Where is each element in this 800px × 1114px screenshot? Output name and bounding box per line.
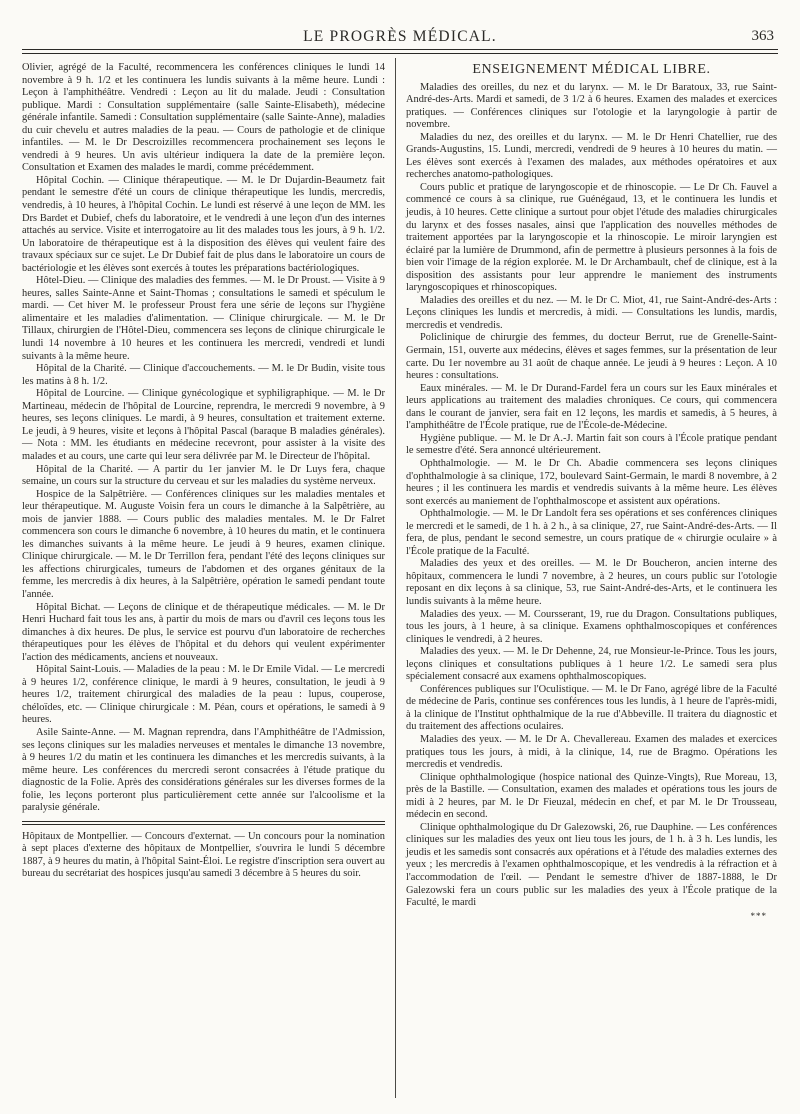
left-paragraph: Hôpital de Lourcine. — Clinique gynécologique et syphiligraphique. — M. le Dr Martineau, médecin de l'hôpital de Lourcine, reprendra, le mercredi 9 novembre, à 9 heures, ses leçons cliniques. Le mardi, à 9 heures, consultation et traitement externe. Le jeudi, à 9 heures, visite et leçons à l'hôpital Pascal (baraque B maladies générales). — Nota : MM. les étudiants en médecine recevront, pour assister à la visite des malades et au cours, une carte qui leur sera délivrée par M. le Directeur de l'hôpital. bbox=[22, 388, 385, 462]
end-mark: *** bbox=[750, 910, 767, 921]
right-paragraph: Maladies des yeux. — M. le Dr A. Chevallereau. Examen des malades et exercices pratiques tous les jours, à midi, à la clinique, 14, rue de Bragmo. Opérations les mercredis et vendredis. bbox=[406, 733, 777, 771]
running-title: LE PROGRÈS MÉDICAL. bbox=[303, 28, 497, 45]
left-paragraph: Asile Sainte-Anne. — M. Magnan reprendra, dans l'Amphithéâtre de l'Admission, ses leçons cliniques sur les maladies nerveuses et mentales le dimanche 13 novembre, à 9 heures 1/2 du matin et les continuera les dimanches et les mercredis suivants, à la même heure. Les conférences du mercredi seront consacrées à l'étude pratique du diagnostic de la Folie. Après des considérations générales sur les diverses formes de la folie, les leçons porteront plus particulièrement cette année sur l'alcoolisme et la paralysie générale. bbox=[22, 726, 385, 814]
column-divider bbox=[395, 58, 396, 1098]
left-paragraph: Hôtel-Dieu. — Clinique des maladies des femmes. — M. le Dr Proust. — Visite à 9 heures, salles Sainte-Anne et Saint-Thomas ; consultations le samedi et spéculum le mardi. — Cet hiver M. le professeur Proust fera une série de leçons sur l'hygiène alimentaire et les maladies d'alimentation. — Clinique chirurgicale. — M. le Dr Tillaux, chirurgien de l'Hôtel-Dieu, commencera ses leçons de clinique chirurgicale le lundi 14 novembre à 10 heures et les continuera les mercredi, vendredi et lundi suivants à la même heure. bbox=[22, 275, 385, 362]
right-paragraph: Policlinique de chirurgie des femmes, du docteur Berrut, rue de Grenelle-Saint-Germain, 151, ouverte aux médecins, élèves et sages femmes, sur la présentation de leur carte. Du 1er novembre au 31 août de chaque année. Le jeudi à 9 heures : Leçon. A 10 heures : consultations. bbox=[406, 332, 777, 382]
left-paragraph: Hôpital Saint-Louis. — Maladies de la peau : M. le Dr Emile Vidal. — Le mercredi à 9 heures 1/2, conférence clinique, le mardi à 9 heures, consultation, le jeudi à 9 heures 1/2, traitement chirurgical des maladies de la peau : lupus, couperose, chéloïdes, etc. — Clinique chirurgicale : M. Péan, cours et opérations, le samedi à 9 heures. bbox=[22, 664, 385, 726]
right-paragraph: Maladies du nez, des oreilles et du larynx. — M. le Dr Henri Chatellier, rue des Grands-Augustins, 15. Lundi, mercredi, vendredi de 9 heures à 10 heures du matin. — Les élèves sont exercés à l'examen des malades, aux méthodes opératoires et aux recherches anatomo-pathologiques. bbox=[406, 131, 777, 181]
right-paragraph: Clinique ophthalmologique (hospice national des Quinze-Vingts), Rue Moreau, 13, près de la Bastille. — Consultation, examen des malades et opérations tous les jours de midi à 2 heures, par M. le Dr Fieuzal, médecin en chef, et par M. le Dr Trousseau, médecin en second. bbox=[406, 771, 777, 821]
right-paragraph: Maladies des oreilles et du nez. — M. le Dr C. Miot, 41, rue Saint-André-des-Arts : Leçons cliniques les lundis et mercredis, à midi. — Consultations les lundis, mardis, mercredis et vendredis. bbox=[406, 294, 777, 331]
header-rule-thin bbox=[22, 53, 778, 54]
left-paragraph: Hospice de la Salpêtrière. — Conférences cliniques sur les maladies mentales et leur thérapeutique. M. Auguste Voisin fera un cours le dimanche à la Salpêtrière, au mois de janvier 1888. — Cours public des maladies mentales. M. le Dr Falret commencera son cours le dimanche 6 novembre, à 10 heures du matin, et le continuera les dimanches suivants à la même heure. Le jeudi à 9 heures, examen clinique. Clinique chirurgicale. — M. le Dr Terrillon fera, pendant l'été des leçons cliniques sur les affections chirurgicales, tumeurs de l'abdomen et des organes génitaux de la femme, les mercredis à dix heures, à la Salpêtrière, opération le samedi pendant toute l'année. bbox=[22, 488, 385, 600]
right-paragraph: Maladies des oreilles, du nez et du larynx. — M. le Dr Baratoux, 33, rue Saint-André-des-Arts. Mardi et samedi, de 3 1/2 à 6 heures. Examen des malades et exercices pratiques. — Conférences cliniques sur l'otologie et la laryngologie à partir de novembre. bbox=[406, 81, 777, 131]
right-paragraph: Cours public et pratique de laryngoscopie et de rhinoscopie. — Le Dr Ch. Fauvel a commencé ce cours à sa clinique, rue Guénégaud, 13, et le continuera les lundis et jeudis, à 10 heures. Cette clinique a surtout pour objet l'étude des maladies chirurgicales du larynx et des fosses nasales, ainsi que l'application des nouvelles méthodes de traitement apportées par la laryngoscopie et la rhinoscopie. Le miroir laryngien est éclairé par la lumière de Drummond, afin de permettre à plusieurs personnes à la fois de bien voir l'image de la région explorée. M. le Dr Archambault, chef de clinique, est à la disposition des assistants pour leur apprendre le maniement des instruments laryngoscopiques et rhinoscopiques. bbox=[406, 181, 777, 294]
left-paragraph: Hôpital Bichat. — Leçons de clinique et de thérapeutique médicales. — M. le Dr Henri Huchard fait tous les ans, à partir du mois de mars ou d'avril ces leçons tous les dimanches à dix heures. De plus, le service est pourvu d'un laboratoire de recherches thérapeutiques pour les élèves de l'hôpital et du dehors qui veulent expérimenter l'action des médicaments, anciens et nouveaux. bbox=[22, 601, 385, 663]
montpellier-notice: Hôpitaux de Montpellier. — Concours d'externat. — Un concours pour la nomination à sept places d'externe des hôpitaux de Montpellier, s'ouvrira le lundi 5 décembre 1887, à 9 heures du matin, à l'hôpital Saint-Éloi. Le registre d'inscription sera ouvert au bureau du secrétariat des hospices jusqu'au samedi 3 décembre à 5 heures du soir. bbox=[22, 830, 385, 880]
left-paragraph: Hôpital de la Charité. — A partir du 1er janvier M. le Dr Luys fera, chaque semaine, un cours sur la structure du cerveau et sur les maladies du système nerveux. bbox=[22, 463, 385, 488]
page-header bbox=[22, 28, 778, 50]
left-paragraph: Olivier, agrégé de la Faculté, recommencera les conférences cliniques le lundi 14 novembre à 9 h. 1/2 et les continuera les lundis suivants à la même heure. Lundi : Leçon à l'amphithéâtre. Vendredi : Leçon au lit du malade. Jeudi : Consultation publique. Mardi : Consultation supplémentaire (salle Sainte-Elisabeth), médecine générale infantile. Samedi : Consultation supplémentaire (salle Sainte-Anne), maladies du cuir chevelu et autres maladies de la peau. — Cours de pathologie et de clinique infantiles. — M. le Dr Descroizilles recommencera prochainement ses leçons le vendredi à 9 heures. Un avis ultérieur indiquera la date de la première leçon. Consultation et Examen des malades le mardi, comme précédemment. bbox=[22, 62, 385, 174]
right-column-paragraphs bbox=[406, 82, 777, 910]
left-paragraph: Hôpital Cochin. — Clinique thérapeutique. — M. le Dr Dujardin-Beaumetz fait pendant le semestre d'été un cours de clinique thérapeutique les lundis, mercredis, vendredis, à 10 heures, à l'hôpital Cochin. Le lundi est réservé à une leçon de MM. les Drs Bardet et Dubief, chefs du laboratoire, et le vendredi à une leçon d'un des internes attachés au service. Visite et interrogatoire au lit des malades tous les jours, à 9 h. 1/2. Un laboratoire de thérapeutique est à la disposition des élèves qui veulent faire des travaux spéciaux sur ce sujet. Le Dr Dubief fait de plus dans le laboratoire un cours de bactériologie et les élèves sont exercés à toutes les préparations bactériologiques. bbox=[22, 174, 385, 274]
right-paragraph: Clinique ophthalmologique du Dr Galezowski, 26, rue Dauphine. — Les conférences cliniques sur les maladies des yeux ont lieu tous les jours, de 1 h. à 3 h. Les lundis, les jeudis et les samedis sont consacrés aux opérations et à l'étude des maladies externes des yeux ; les mercredis à l'examen ophthalmoscopique, et les vendredis à la réfraction et à l'accommodation de l'œil. — Pendant le semestre d'hiver de 1887-1888, le Dr Galezowski fera un cours public sur les maladies des yeux à l'École pratique de la Faculté, le mardi bbox=[406, 821, 777, 909]
page-number: 363 bbox=[751, 28, 774, 44]
right-paragraph: Eaux minérales. — M. le Dr Durand-Fardel fera un cours sur les Eaux minérales et leurs applications au traitement des maladies chroniques. Ce cours, qui commencera dans le courant de janvier, sera fait en 12 leçons, les mardis et samedis, à 5 heures, à l'amphithéâtre de l'École pratique, rue de l'École-de-Médecine. bbox=[406, 382, 777, 432]
right-paragraph: Hygiène publique. — M. le Dr A.-J. Martin fait son cours à l'École pratique pendant le semestre d'été. Sera annoncé ultérieurement. bbox=[406, 432, 777, 457]
right-paragraph: Maladies des yeux. — M. le Dr Dehenne, 24, rue Monsieur-le-Prince. Tous les jours, leçons cliniques et consultations publiques à 1 heure 1/2. Le samedi sera plus spécialement consacré aux examens ophthalmoscopiques. bbox=[406, 646, 777, 683]
right-paragraph: Ophthalmologie. — M. le Dr Ch. Abadie commencera ses leçons cliniques d'ophthalmologie à sa clinique, 172, boulevard Saint-Germain, le mardi 8 novembre, à 2 heures ; il les continuera les mardis et vendredis suivants à la même heure. Les élèves sont exercés au maniement de l'ophthalmoscope et assistent aux opérations. bbox=[406, 457, 777, 507]
header-rule bbox=[22, 49, 778, 50]
right-paragraph: Ophthalmologie. — M. le Dr Landolt fera ses opérations et ses conférences cliniques le mercredi et le samedi, de 1 h. à 2 h., à sa clinique, 27, rue Saint-André-des-Arts. — Il fera, de plus, pendant le second semestre, un cours pratique de « chirurgie oculaire » à l'École pratique de la Faculté. bbox=[406, 508, 777, 557]
left-column bbox=[22, 62, 385, 881]
section-separator bbox=[22, 821, 385, 825]
right-paragraph: Maladies des yeux et des oreilles. — M. le Dr Boucheron, ancien interne des hôpitaux, commencera le lundi 7 novembre, à 2 heures, un cours public sur l'otologie reposant en dix leçons à sa clinique, 53, rue Saint-André-des-Arts, et le continuera les lundis suivants à la même heure. bbox=[406, 558, 777, 607]
right-paragraph: Conférences publiques sur l'Oculistique. — M. le Dr Fano, agrégé libre de la Faculté de médecine de Paris, continue ses conférences tous les lundis, à 1 heure de l'après-midi, à la clinique de l'Institut ophthalmique de la rue d'Abbeville. Il traitera du diagnostic et du traitement des affections oculaires. bbox=[406, 683, 777, 733]
left-paragraph: Hôpital de la Charité. — Clinique d'accouchements. — M. le Dr Budin, visite tous les matins à 8 h. 1/2. bbox=[22, 363, 385, 387]
right-column bbox=[406, 62, 777, 922]
section-title: ENSEIGNEMENT MÉDICAL LIBRE. bbox=[472, 62, 711, 77]
right-paragraph: Maladies des yeux. — M. Coursserant, 19, rue du Dragon. Consultations publiques, tous les jours, à 1 heure, à sa clinique. Examens ophthalmoscopiques et conférences cliniques le vendredi, à 2 heures. bbox=[406, 608, 777, 645]
left-column-paragraphs bbox=[22, 62, 385, 815]
